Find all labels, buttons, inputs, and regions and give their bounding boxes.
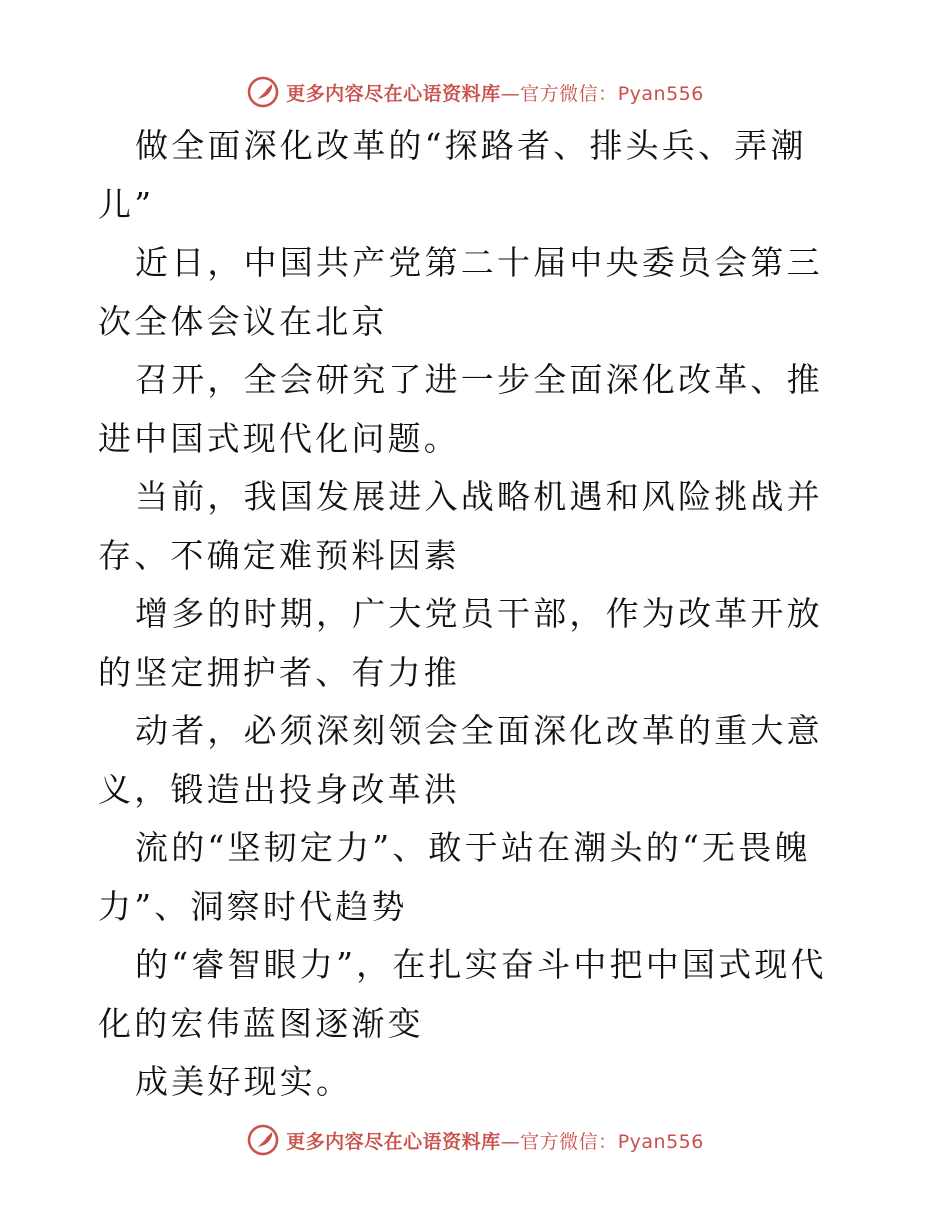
watermark-text (286, 1127, 704, 1154)
paragraph-line: 成美好现实。 (135, 1062, 353, 1101)
paragraph-line: 动者，必须深刻领会全面深化改革的重大意义，锻造出投身改革洪 (98, 711, 823, 809)
paragraph-line: 的“睿智眼力”，在扎实奋斗中把中国式现代化的宏伟蓝图逐渐变 (98, 945, 827, 1043)
paragraph-line: 近日，中国共产党第二十届中央委员会第三次全体会议在北京 (98, 243, 823, 341)
watermark-separator: — (500, 1130, 521, 1153)
watermark-sub: 官方微信： (520, 82, 618, 105)
watermark-separator: — (500, 82, 521, 105)
header-watermark (0, 72, 950, 112)
watermark-text (286, 79, 704, 106)
feather-pen-logo-icon (246, 75, 280, 109)
paragraph-line: 召开，全会研究了进一步全面深化改革、推进中国式现代化问题。 (98, 360, 823, 458)
document-body (98, 117, 858, 1112)
footer-watermark (0, 1120, 950, 1160)
watermark-wechat-id: Pyan556 (617, 82, 704, 105)
watermark-main: 更多内容尽在心语资料库 (286, 82, 501, 105)
watermark-sub: 官方微信： (520, 1130, 618, 1153)
watermark-main: 更多内容尽在心语资料库 (286, 1130, 501, 1153)
watermark-wechat-id: Pyan556 (617, 1130, 704, 1153)
paragraph-line: 增多的时期，广大党员干部，作为改革开放的坚定拥护者、有力推 (98, 594, 823, 692)
feather-pen-logo-icon (246, 1123, 280, 1157)
document-title: 做全面深化改革的“探路者、排头兵、弄潮儿” (98, 126, 807, 224)
paragraph-line: 当前，我国发展进入战略机遇和风险挑战并存、不确定难预料因素 (98, 477, 823, 575)
paragraph-line: 流的“坚韧定力”、敢于站在潮头的“无畏魄力”、洞察时代趋势 (98, 828, 811, 926)
